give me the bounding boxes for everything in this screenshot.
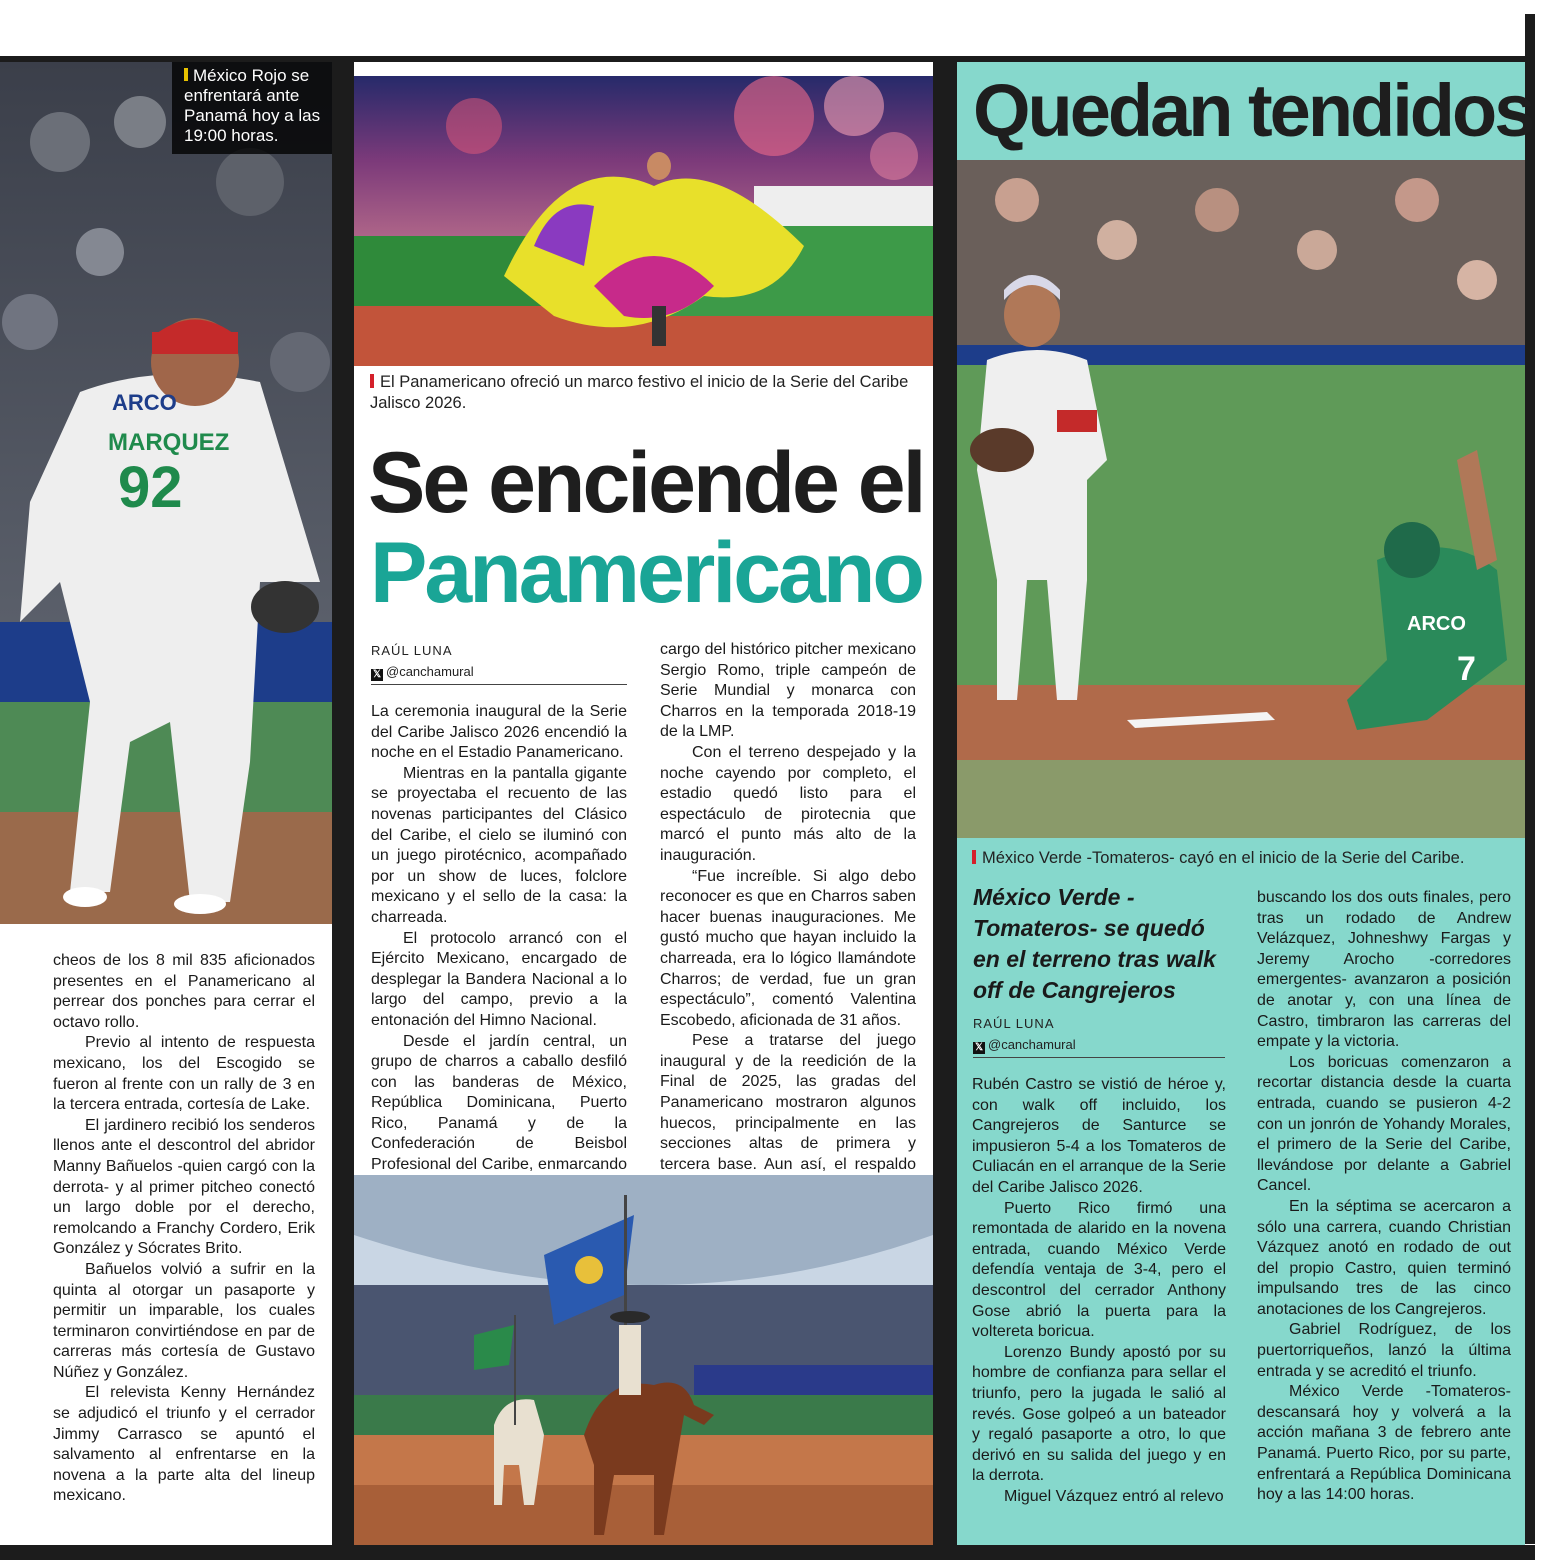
charros-photo [354, 1175, 933, 1545]
center-headline-line1: Se enciende el [368, 435, 924, 531]
paragraph: Puerto Rico firmó una remontada de alarido en la novena entrada, cuando México Verde defendía ventaja de 3-4, pero el descontrol del cerrador Anthony Gose abrió la puerta para la voltereta boricua. [972, 1199, 1226, 1341]
baseball-photo-caption: México Verde -Tomateros- cayó en el inicio de la Serie del Caribe. [972, 848, 1512, 869]
byline-rule [973, 1057, 1225, 1058]
x-logo-icon: 𝕏 [372, 669, 382, 680]
pitcher-illustration [0, 62, 332, 924]
runner-jersey-number: 7 [1457, 650, 1476, 688]
column-separator [933, 56, 957, 1546]
play-illustration [957, 160, 1525, 838]
paragraph: Los boricuas comenzaron a recortar distancia desde la cuarta entrada, cuando se pusieron 4-2 con un jonrón de Yohandy Morales, el primero de la Serie del Caribe, llevándose por delante a Gabriel Cancel. [1257, 1053, 1511, 1195]
caption-marker [972, 850, 976, 864]
paragraph: Miguel Vázquez entró al relevo [1004, 1487, 1224, 1505]
paragraph: El jardinero recibió los senderos llenos ante el descontrol del abridor Manny Bañuelos -quien cargó con la derrota- y al primer pitcheo conectó un largo doble por el derecho, remolcando a Franchy Cordero, Erik González y Sócrates Brito. [53, 1116, 315, 1258]
jersey-name: MARQUEZ [108, 429, 230, 456]
caption-marker [370, 374, 374, 388]
paragraph: El relevista Kenny Hernández se adjudicó el triunfo y el cerrador Jimmy Carrasco se apuntó el salvamento al enfrentarse en la novena a la parte alta del lineup mexicano. [53, 1384, 315, 1505]
ceremony-photo [354, 76, 933, 366]
caption-marker [184, 68, 188, 81]
paragraph: Desde el jardín central, un grupo de charros a caballo desfiló con las banderas de México, República Dominicana, Puerto Rico, Panamá y de la Confederación de Beisbol Profesional del Caribe, enmarcando [371, 1032, 627, 1174]
paragraph: Pese a tratarse del juego inaugural y de la reedición de la Final de 2025, las gradas del Panamericano mostraron algunos huecos, principalmente en las secciones altas de primera y tercera base. Aun así, el respaldo [660, 1032, 916, 1173]
right-border [1525, 14, 1535, 1544]
center-handle: 𝕏 @canchamural [372, 664, 474, 680]
right-article-column-1 [972, 1075, 1226, 1507]
center-headline-line2: Panamericano [370, 525, 922, 621]
paragraph: “Fue increíble. Si algo debo reconocer es que en Charros saben hacer buenas inauguraciones. Me gustó mucho que hayan incluido la charreada, era lo lógico llamándote Charros; de verdad, fue un gran espectáculo”, comentó Valentina Escobedo, aficionada de 31 años. [660, 867, 916, 1029]
right-article-column-2 [1257, 888, 1511, 1506]
bottom-border [0, 1545, 1535, 1560]
center-byline: RAÚL LUNA [371, 643, 453, 658]
x-logo-icon: 𝕏 [974, 1042, 984, 1053]
right-headline: Quedan tendidos [973, 69, 1533, 152]
runner-jersey-brand: ARCO [1407, 613, 1466, 635]
ceremony-photo-caption: El Panamericano ofreció un marco festivo el inicio de la Serie del Caribe Jalisco 2026. [370, 373, 909, 412]
paragraph: Gabriel Rodríguez, de los puertorriqueños, lanzó la última entrada y se acreditó el triunfo. [1257, 1321, 1511, 1380]
paragraph: El protocolo arrancó con el Ejército Mexicano, encargado de desplegar la Bandera Nacional a lo largo del campo, previo a la entonación del Himno Nacional. [371, 929, 627, 1029]
paragraph: Rubén Castro se vistió de héroe y, con walk off incluido, los Cangrejeros de Santurce se impusieron 5-4 a los Tomateros de Culiacán en el arranque de la Serie del Caribe Jalisco 2026. [972, 1076, 1226, 1196]
jersey-number: 92 [118, 455, 183, 520]
paragraph: Con el terreno despejado y la noche cayendo por completo, el estadio quedó listo para el espectáculo de pirotecnia que marcó el punto más alto de la inauguración. [660, 743, 916, 864]
paragraph: buscando los dos outs finales, pero tras un rodado de Andrew Velázquez, Johneshwy Fargas y Jeremy Arocho -corredores emergentes- avanzaron a posición de anotar y, con una línea de Castro, timbraron las carreras del empate y la victoria. [1257, 889, 1511, 1051]
paragraph: Previo al intento de respuesta mexicano, los del Escogido se fueron al frente con un rally de 3 en la tercera entrada, cortesía de Lake. [53, 1034, 315, 1114]
baseball-play-photo [957, 160, 1525, 838]
jersey-brand: ARCO [112, 390, 177, 415]
pitcher-photo-caption: México Rojo se enfrentará ante Panamá hoy a las 19:00 horas. [172, 62, 332, 154]
paragraph: En la séptima se acercaron a sólo una carrera, cuando Christian Vázquez anotó en rodado de out del propio Castro, quien terminó impulsando tres de las cinco anotaciones de los Cangrejeros. [1257, 1197, 1511, 1318]
paragraph: Bañuelos volvió a sufrir en la quinta al otorgar un pasaporte y permitir un imparable, los cuales terminaron convirtiéndose en par de carreras más cortesía de Gustavo Núñez y González. [53, 1260, 315, 1381]
right-subheadline: México Verde -Tomateros- se quedó en el terreno tras walk off de Cangrejeros [973, 884, 1216, 1003]
right-handle: 𝕏 @canchamural [974, 1037, 1076, 1053]
paragraph: cargo del histórico pitcher mexicano Sergio Romo, triple campeón de Serie Mundial y monarca con Charros en la temporada 2018-19 de la LMP. [660, 641, 916, 741]
paragraph: México Verde -Tomateros- descansará hoy y volverá a la acción mañana 3 de febrero ante Panamá. Puerto Rico, por su parte, enfrentará a República Dominicana hoy a las 14:00 horas. [1257, 1383, 1511, 1504]
right-byline: RAÚL LUNA [973, 1016, 1055, 1031]
dancer-illustration [354, 76, 933, 366]
center-article-column-1 [371, 702, 627, 1196]
charros-illustration [354, 1175, 933, 1545]
pitcher-photo [0, 62, 332, 924]
paragraph: cheos de los 8 mil 835 aficionados presentes en el Panamericano al perrear dos ponches para cerrar el octavo rollo. [53, 952, 315, 1031]
left-article-column [53, 951, 315, 1507]
paragraph: Lorenzo Bundy apostó por su hombre de confianza para sellar el triunfo, pero la jugada le salió al revés. Gose golpeó a un bateador y regaló pasaporte a otro, lo que derivó en su salida del juego y en la derrota. [972, 1343, 1226, 1485]
byline-rule [371, 684, 627, 685]
paragraph: Mientras en la pantalla gigante se proyectaba el recuento de las novenas participantes del Clásico del Caribe, el cielo se iluminó con un juego pirotécnico, acompañado por un show de luces, folclore mexicano y el sello de la casa: la charreada. [371, 764, 627, 926]
center-article-column-2 [660, 640, 916, 1217]
column-separator [332, 56, 354, 1546]
paragraph: La ceremonia inaugural de la Serie del Caribe Jalisco 2026 encendió la noche en el Estadio Panamericano. [371, 703, 627, 762]
